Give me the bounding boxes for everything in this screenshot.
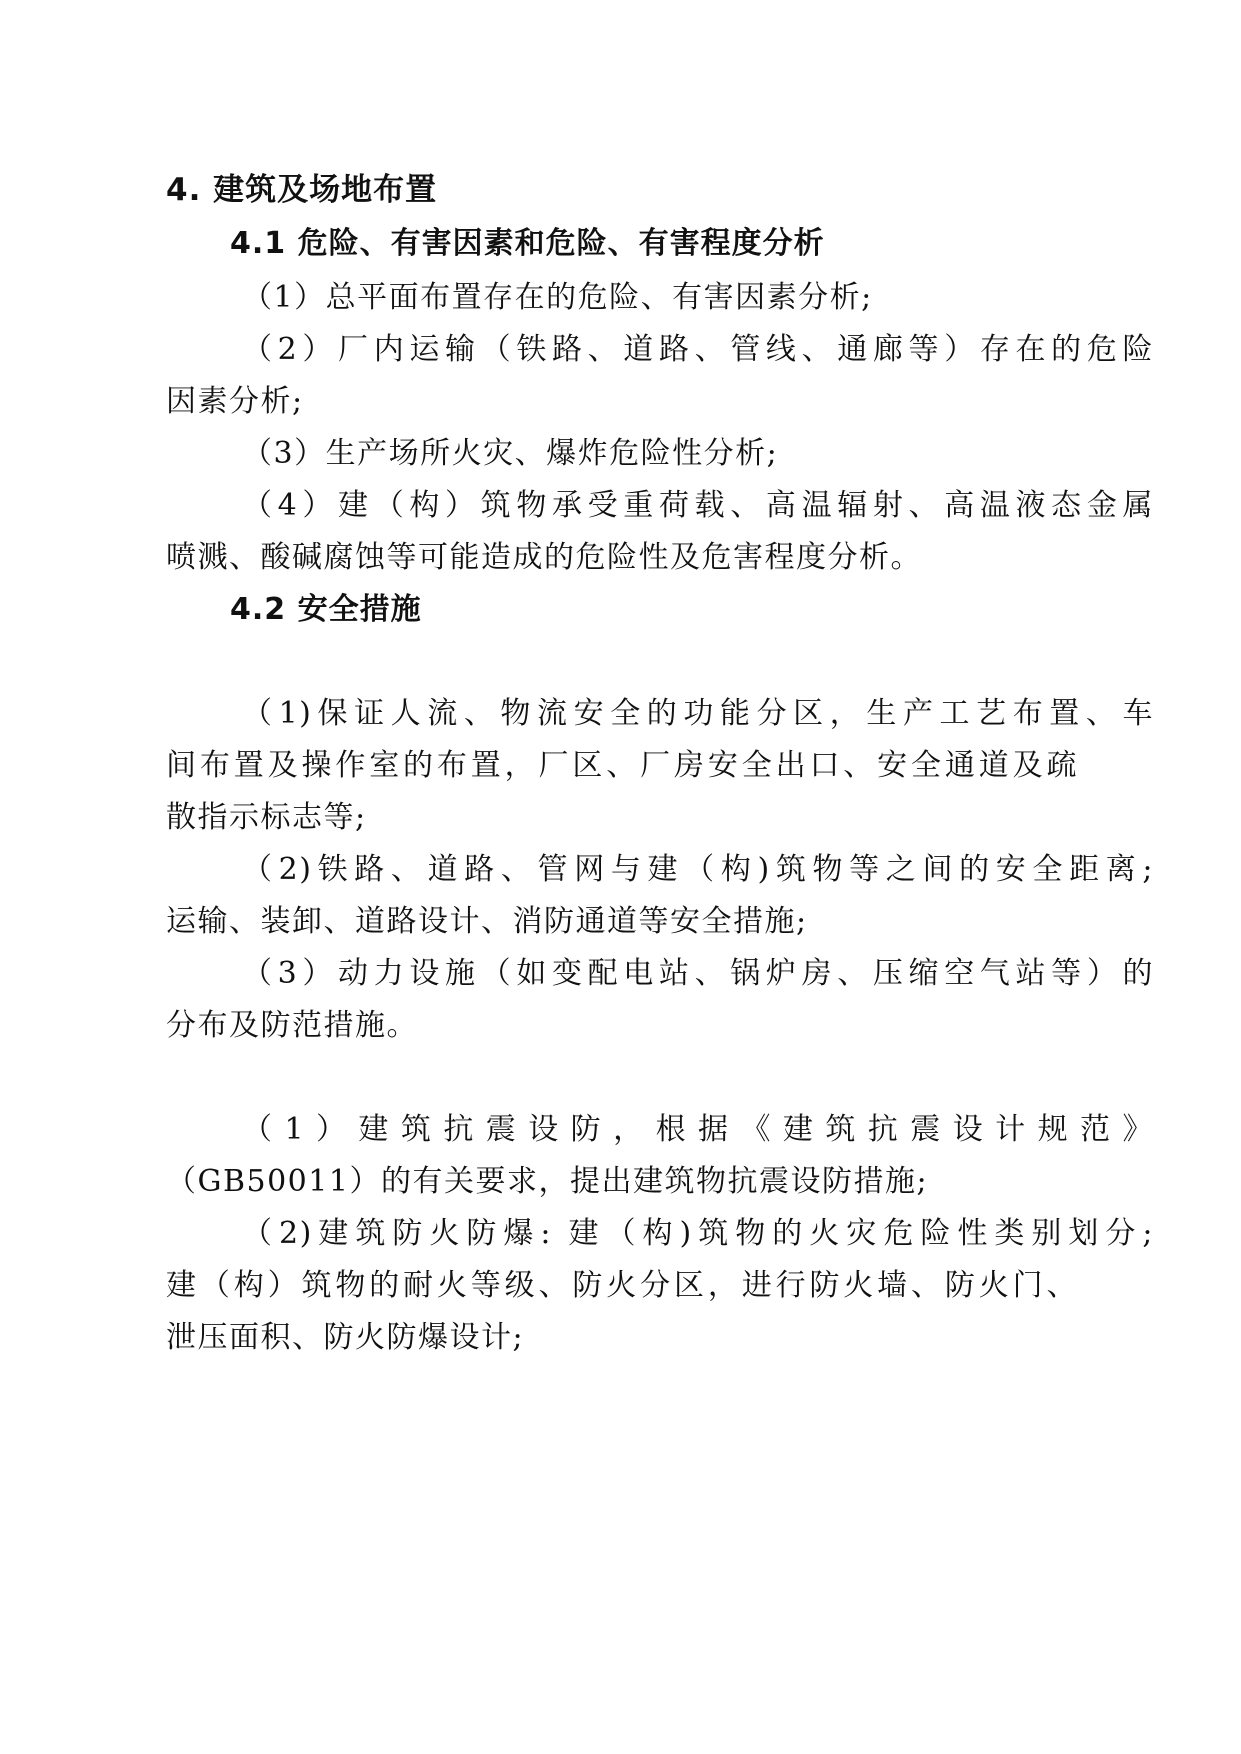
paragraph-line: （2)建筑防火防爆: 建（构)筑物的火灾危险性类别划分; [242,1216,1154,1251]
paragraph-line: 分布及防范措施。 [166,1008,418,1043]
paragraph-line: （4）建（构）筑物承受重荷载、高温辐射、高温液态金属 [242,488,1154,523]
paragraph-line: 因素分析; [166,384,304,419]
paragraph-line: （3）动力设施（如变配电站、锅炉房、压缩空气站等）的 [242,956,1154,991]
paragraph-line: （1）总平面布置存在的危险、有害因素分析; [242,280,873,315]
paragraph-line: （1）建筑抗震设防，根据《建筑抗震设计规范》 [242,1112,1154,1147]
document-page [166,0,1154,1754]
subsection-heading-4-1: 4.1 危险、有害因素和危险、有害程度分析 [230,226,825,261]
paragraph-line: 建（构）筑物的耐火等级、防火分区，进行防火墙、防火门、 [166,1268,1078,1303]
paragraph-line: 运输、装卸、道路设计、消防通道等安全措施; [166,904,808,939]
paragraph-line: （GB50011）的有关要求，提出建筑物抗震设防措施; [166,1164,929,1199]
paragraph-line: （2)铁路、道路、管网与建（构)筑物等之间的安全距离; [242,852,1154,887]
paragraph-line: 间布置及操作室的布置，厂区、厂房安全出口、安全通道及疏 [166,748,1078,783]
paragraph-line: （3）生产场所火灾、爆炸危险性分析; [242,436,779,471]
subsection-heading-4-2: 4.2 安全措施 [230,592,422,627]
paragraph-line: （1)保证人流、物流安全的功能分区，生产工艺布置、车 [242,696,1154,731]
paragraph-line: 喷溅、酸碱腐蚀等可能造成的危险性及危害程度分析。 [166,540,922,575]
paragraph-line: 泄压面积、防火防爆设计; [166,1320,525,1355]
paragraph-line: （2）厂内运输（铁路、道路、管线、通廊等）存在的危险 [242,332,1154,367]
paragraph-line: 散指示标志等; [166,800,367,835]
section-heading-4: 4. 建筑及场地布置 [166,172,438,208]
